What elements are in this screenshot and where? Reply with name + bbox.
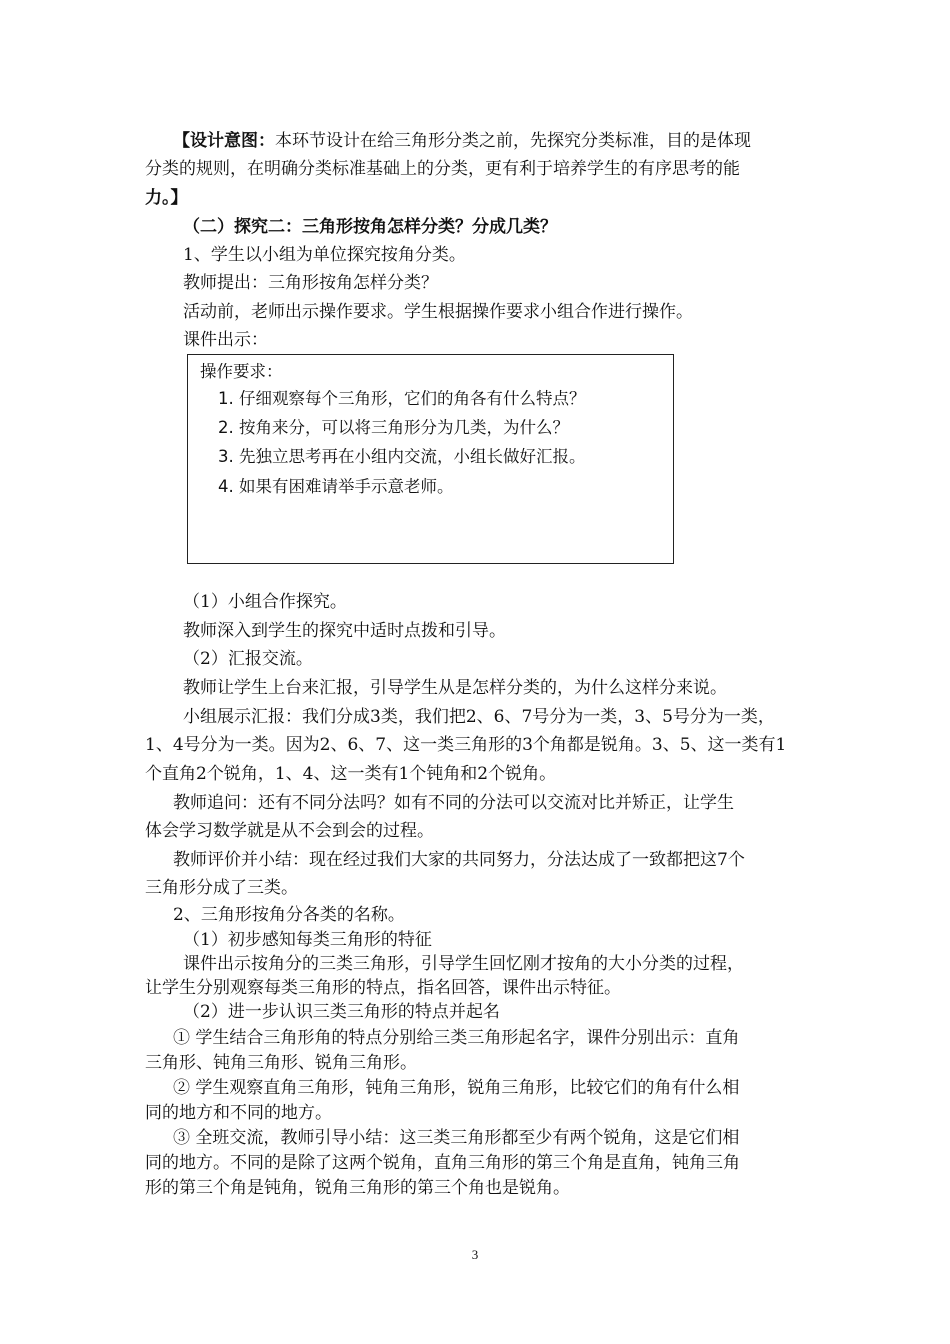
body-line: 教师追问：还有不同分法吗？如有不同的分法可以交流对比并矫正，让学生 bbox=[173, 793, 734, 813]
paragraph: 课件出示： bbox=[183, 330, 268, 350]
paragraph: 1、学生以小组为单位探究按角分类。 bbox=[183, 245, 466, 265]
body-line: ② 学生观察直角三角形，钝角三角形，锐角三角形，比较它们的角有什么相 bbox=[173, 1078, 740, 1098]
body-line: 三角形分成了三类。 bbox=[145, 878, 298, 898]
section-heading: （二）探究二：三角形按角怎样分类？分成几类？ bbox=[183, 217, 557, 237]
body-line: 小组展示汇报：我们分成3类，我们把2、6、7号分为一类，3、5号分为一类， bbox=[183, 707, 775, 727]
body-line: 教师让学生上台来汇报，引导学生从是怎样分类的，为什么这样分来说。 bbox=[183, 678, 727, 698]
design-intent-text: 本环节设计在给三角形分类之前，先探究分类标准，目的是体现 bbox=[275, 131, 751, 151]
paragraph: 教师提出：三角形按角怎样分类？ bbox=[183, 273, 438, 293]
body-line: 2、三角形按角分各类的名称。 bbox=[173, 905, 405, 925]
requirements-box bbox=[187, 354, 674, 564]
design-intent-line-3: 力。】 bbox=[145, 188, 188, 208]
body-line: ① 学生结合三角形角的特点分别给三类三角形起名字，课件分别出示：直角 bbox=[173, 1028, 740, 1048]
body-line: 个直角2个锐角，1、4、这一类有1个钝角和2个锐角。 bbox=[145, 764, 557, 784]
body-line: 形的第三个角是钝角，锐角三角形的第三个角也是锐角。 bbox=[145, 1178, 570, 1198]
body-line: 1、4号分为一类。因为2、6、7、这一类三角形的3个角都是锐角。3、5、这一类有1 bbox=[145, 735, 787, 755]
body-line: （2）汇报交流。 bbox=[183, 649, 313, 669]
design-intent-label: 【设计意图： bbox=[173, 131, 275, 151]
body-line: 同的地方和不同的地方。 bbox=[145, 1103, 332, 1123]
requirement-item: 2. 按角来分，可以将三角形分为几类，为什么？ bbox=[218, 418, 569, 437]
body-line: （1）初步感知每类三角形的特征 bbox=[183, 930, 432, 950]
design-intent-line-2: 分类的规则，在明确分类标准基础上的分类，更有利于培养学生的有序思考的能 bbox=[145, 159, 740, 179]
body-line: 让学生分别观察每类三角形的特点，指名回答，课件出示特征。 bbox=[145, 978, 621, 998]
requirement-item: 3. 先独立思考再在小组内交流，小组长做好汇报。 bbox=[218, 447, 586, 466]
body-line: 教师深入到学生的探究中适时点拨和引导。 bbox=[183, 621, 506, 641]
body-line: 教师评价并小结：现在经过我们大家的共同努力，分法达成了一致都把这7个 bbox=[173, 850, 745, 870]
page-number: 3 bbox=[471, 1247, 479, 1262]
body-line: 三角形、钝角三角形、锐角三角形。 bbox=[145, 1053, 417, 1073]
body-line: 课件出示按角分的三类三角形，引导学生回忆刚才按角的大小分类的过程， bbox=[183, 954, 744, 974]
requirement-item: 1. 仔细观察每个三角形，它们的角各有什么特点？ bbox=[218, 389, 586, 408]
body-line: 体会学习数学就是从不会到会的过程。 bbox=[145, 821, 434, 841]
body-line: 同的地方。不同的是除了这两个锐角，直角三角形的第三个角是直角，钝角三角 bbox=[145, 1153, 740, 1173]
body-line: ③ 全班交流，教师引导小结：这三类三角形都至少有两个锐角，这是它们相 bbox=[173, 1128, 740, 1148]
body-line: （2）进一步认识三类三角形的特点并起名 bbox=[183, 1002, 500, 1022]
requirement-item: 4. 如果有困难请举手示意老师。 bbox=[218, 477, 454, 496]
paragraph: 活动前，老师出示操作要求。学生根据操作要求小组合作进行操作。 bbox=[183, 302, 693, 322]
design-intent-line-1 bbox=[173, 130, 751, 152]
body-line: （1）小组合作探究。 bbox=[183, 592, 347, 612]
requirements-title: 操作要求： bbox=[200, 362, 283, 381]
